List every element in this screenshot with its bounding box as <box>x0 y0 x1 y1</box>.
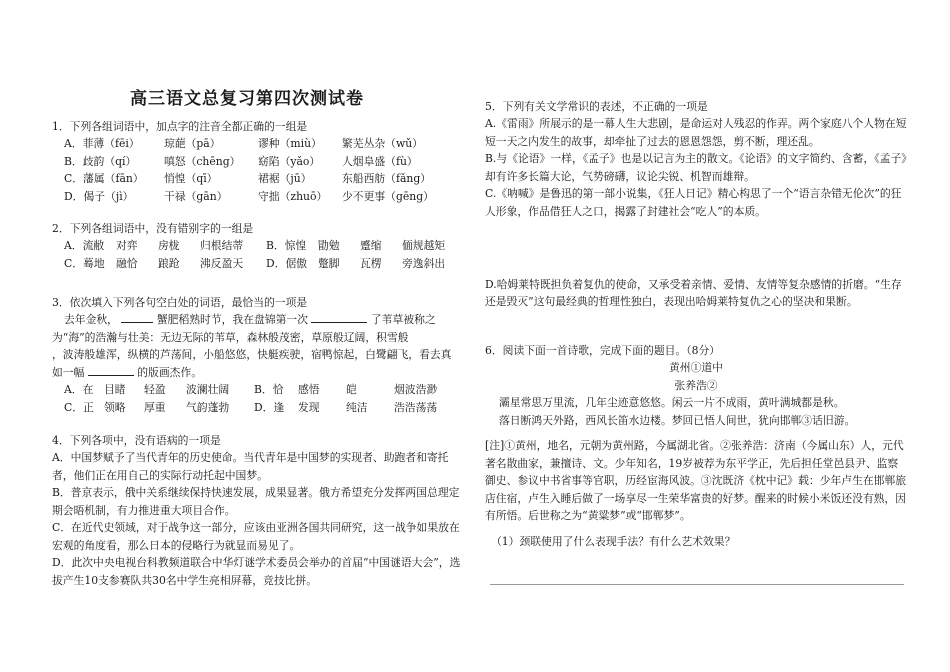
option-cell: A．流敝 <box>64 239 105 253</box>
question-6-sub-1: （1）颈联使用了什么表现手法？有什么艺术效果？ <box>491 534 736 548</box>
question-5-option-d-block <box>485 276 907 311</box>
page-title: 高三语文总复习第四次测试卷 <box>130 89 364 109</box>
question-5 <box>485 98 907 220</box>
passage-text: 了苇草被称之 <box>370 313 436 327</box>
option-cell: 厚重 <box>144 400 166 414</box>
option-cell: C．正 <box>64 400 94 414</box>
option-cell: 浩浩荡荡 <box>394 400 438 414</box>
option-cell: B．歧韵（qí） <box>64 154 137 168</box>
option-cell: 琼葩（pā） <box>164 137 221 151</box>
option-cell: A．菲薄（fēi） <box>64 137 140 151</box>
fill-blank <box>311 313 367 323</box>
question-4-stem: 4．下列各项中，没有语病的一项是 <box>52 434 221 447</box>
question-6 <box>485 342 907 550</box>
option-cell: C．蓦地 <box>64 256 105 270</box>
poem-note: [注]①黄州，地名，元朝为黄州路，今属湖北省。②张养浩：济南（今属山东）人，元代著名散曲家，兼擅诗、文。少年知名，19岁被荐为东平学正，先后担任堂邑县尹、监察御史、参议中书省事等官职，历经宦海风波。③沈既济《枕中记》载：少年卢生在邯郸旅店住宿，卢生入睡后做了一场享尽一生荣华富贵的好梦。醒来的时候小米饭还没有熟，因有所悟。后世称之为“黄粱梦”或“邯郸梦”。 <box>485 439 907 523</box>
option-cell: 发现 <box>298 400 320 414</box>
question-1-stem: 1．下列各组词语中，加点字的注音全都正确的一组是 <box>52 120 308 133</box>
option-cell: B．恰 <box>254 383 284 397</box>
option-cell: A．在 <box>64 383 94 397</box>
question-3-stem: 3．依次填入下列各句空白处的词语，最恰当的一项是 <box>52 296 308 309</box>
question-3-passage-line <box>52 364 472 381</box>
question-4-option-c: C．在近代史领域，对于战争这一部分，应该由亚洲各国共同研究，这一战争如果放在宏观的角度看，那么日本的侵略行为就显而易见了。 <box>52 521 460 552</box>
fill-blank <box>88 366 134 376</box>
question-4-option-d: D．此次中央电视台科教频道联合中华灯谜学术委员会举办的首届“中国谜语大会”，选拔产生10支参赛队共30名中学生亮相屏幕，竞技比拼。 <box>52 556 461 587</box>
option-cell: 感悟 <box>298 383 320 397</box>
answer-line <box>490 584 904 585</box>
option-cell: 繁芜丛杂（wǔ） <box>342 137 423 151</box>
question-5-stem: 5．下列有关文学常识的表述，不正确的一项是 <box>485 100 708 113</box>
question-2-stem: 2．下列各组词语中，没有错别字的一组是 <box>52 222 254 235</box>
question-4 <box>52 432 470 589</box>
passage-text: 去年金秋， <box>64 313 118 327</box>
question-1-option-row <box>52 188 472 205</box>
poem-line: 落日断鸿天外路，西风长笛水边楼。梦回已悟人间世，犹向邯郸③话旧游。 <box>499 413 856 427</box>
option-cell: C．藩属（fān） <box>64 172 144 186</box>
option-cell: 轻盈 <box>144 383 166 397</box>
option-cell: 守拙（zhuō） <box>258 189 328 203</box>
option-cell: 波澜壮阔 <box>186 383 230 397</box>
option-cell: 勖勉 <box>318 239 340 253</box>
question-3 <box>52 294 472 416</box>
question-4-option-b: B．普京表示，俄中关系继续保持快速发展，成果显著。俄方希望充分发挥两国总理定期会晤机制，有力推进重大项目合作。 <box>52 486 460 517</box>
question-1-option-row <box>52 153 472 170</box>
option-cell: 少不更事（gēng） <box>342 189 434 203</box>
option-cell: 蹩脚 <box>318 256 340 270</box>
poem-title: 黄州①道中 <box>669 361 723 375</box>
question-3-option-row <box>52 399 472 416</box>
option-cell: D．逢 <box>254 400 285 414</box>
option-cell: 蹙缩 <box>360 239 382 253</box>
question-5-option-b: B.与《论语》一样，《孟子》也是以记言为主的散文。《论语》的文字简约、含蓄，《孟子》却有许多长篇大论，气势磅礴，议论尖锐、机智而雄辩。 <box>485 152 907 183</box>
question-1 <box>52 118 472 205</box>
question-2-option-row <box>52 255 472 272</box>
option-cell: 旁逸斜出 <box>402 256 446 270</box>
option-cell: D．倨傲 <box>266 256 308 270</box>
option-cell: 人烟阜盛（fù） <box>342 154 418 168</box>
option-cell: 东船西舫（fǎng） <box>342 172 432 186</box>
question-3-passage-line <box>52 311 472 328</box>
question-3-passage-line: 为“海”的浩瀚与壮美：无边无际的苇草，森林般茂密，草原般辽阔，积雪般 <box>52 330 409 344</box>
question-1-option-row <box>52 170 472 187</box>
option-cell: 皑 <box>346 383 357 397</box>
option-cell: 领略 <box>104 400 126 414</box>
option-cell: 目睹 <box>104 383 126 397</box>
question-6-stem: 6．阅读下面一首诗歌，完成下面的题目。（8分） <box>485 344 721 357</box>
question-5-option-a: A.《雷雨》所展示的是一幕人生大悲剧，是命运对人残忍的作弄。两个家庭八个人物在短短一天之内发生的故事，却牵扯了过去的恩恩怨怨，剪不断，理还乱。 <box>485 117 907 148</box>
passage-text: 的版画杰作。 <box>137 365 203 379</box>
option-cell: B．惊惶 <box>266 239 307 253</box>
option-cell: D．偈子（jì） <box>64 189 134 203</box>
option-cell: 窈陷（yǎo） <box>258 154 321 168</box>
question-4-option-a: A．中国梦赋予了当代青年的历史使命。当代青年是中国梦的实现者、助跑者和寄托者，他们正在用自己的实际行动托起中国梦。 <box>52 451 449 482</box>
question-5-option-d: D.哈姆莱特既担负着复仇的使命，又承受着亲情、爱情、友情等复杂感情的折磨。“生存还是毁灭”这句最经典的哲理性独白，表现出哈姆莱特复仇之心的坚决和果断。 <box>485 278 902 309</box>
question-2-option-row <box>52 237 472 254</box>
option-cell: 房栊 <box>158 239 180 253</box>
option-cell: 融恰 <box>116 256 138 270</box>
question-3-option-row <box>52 381 472 398</box>
option-cell: 悄惶（qī） <box>164 172 218 186</box>
option-cell: 裙裾（jū） <box>258 172 312 186</box>
option-cell: 干禄（gān） <box>164 189 228 203</box>
option-cell: 偭规越矩 <box>402 239 446 253</box>
option-cell: 瓦楞 <box>360 256 382 270</box>
question-5-option-c: C.《呐喊》是鲁迅的第一部小说集，《狂人日记》精心构思了一个“语言杂错无伦次”的狂人形象，作品借狂人之口，揭露了封建社会“吃人”的本质。 <box>485 187 902 218</box>
option-cell: 纯洁 <box>346 400 368 414</box>
option-cell: 谬种（miù） <box>258 137 322 151</box>
option-cell: 烟波浩渺 <box>394 383 438 397</box>
passage-text: 如一幅 <box>52 365 85 379</box>
question-2 <box>52 220 472 272</box>
option-cell: 沸反盈天 <box>200 256 244 270</box>
option-cell: 嗔怒（chēng） <box>164 154 241 168</box>
question-3-passage-line: ，波涛般雄浑，纵横的芦荡间，小船悠悠，快艇疾驶，宿鸭惊起，白鹭翩飞，看去真 <box>52 348 452 362</box>
option-cell: 归根结蒂 <box>200 239 244 253</box>
option-cell: 气韵蓬勃 <box>186 400 230 414</box>
fill-blank <box>121 313 153 323</box>
question-1-option-row <box>52 135 472 152</box>
option-cell: 踉跄 <box>158 256 180 270</box>
poem-author: 张养浩② <box>674 378 718 392</box>
passage-text: 蟹肥稻熟时节，我在盘锦第一次 <box>156 313 309 327</box>
poem-line: 灞星常思万里流，几年尘迹意悠悠。闲云一片不成雨，黄叶满城都是秋。 <box>499 396 845 410</box>
option-cell: 对弈 <box>116 239 138 253</box>
